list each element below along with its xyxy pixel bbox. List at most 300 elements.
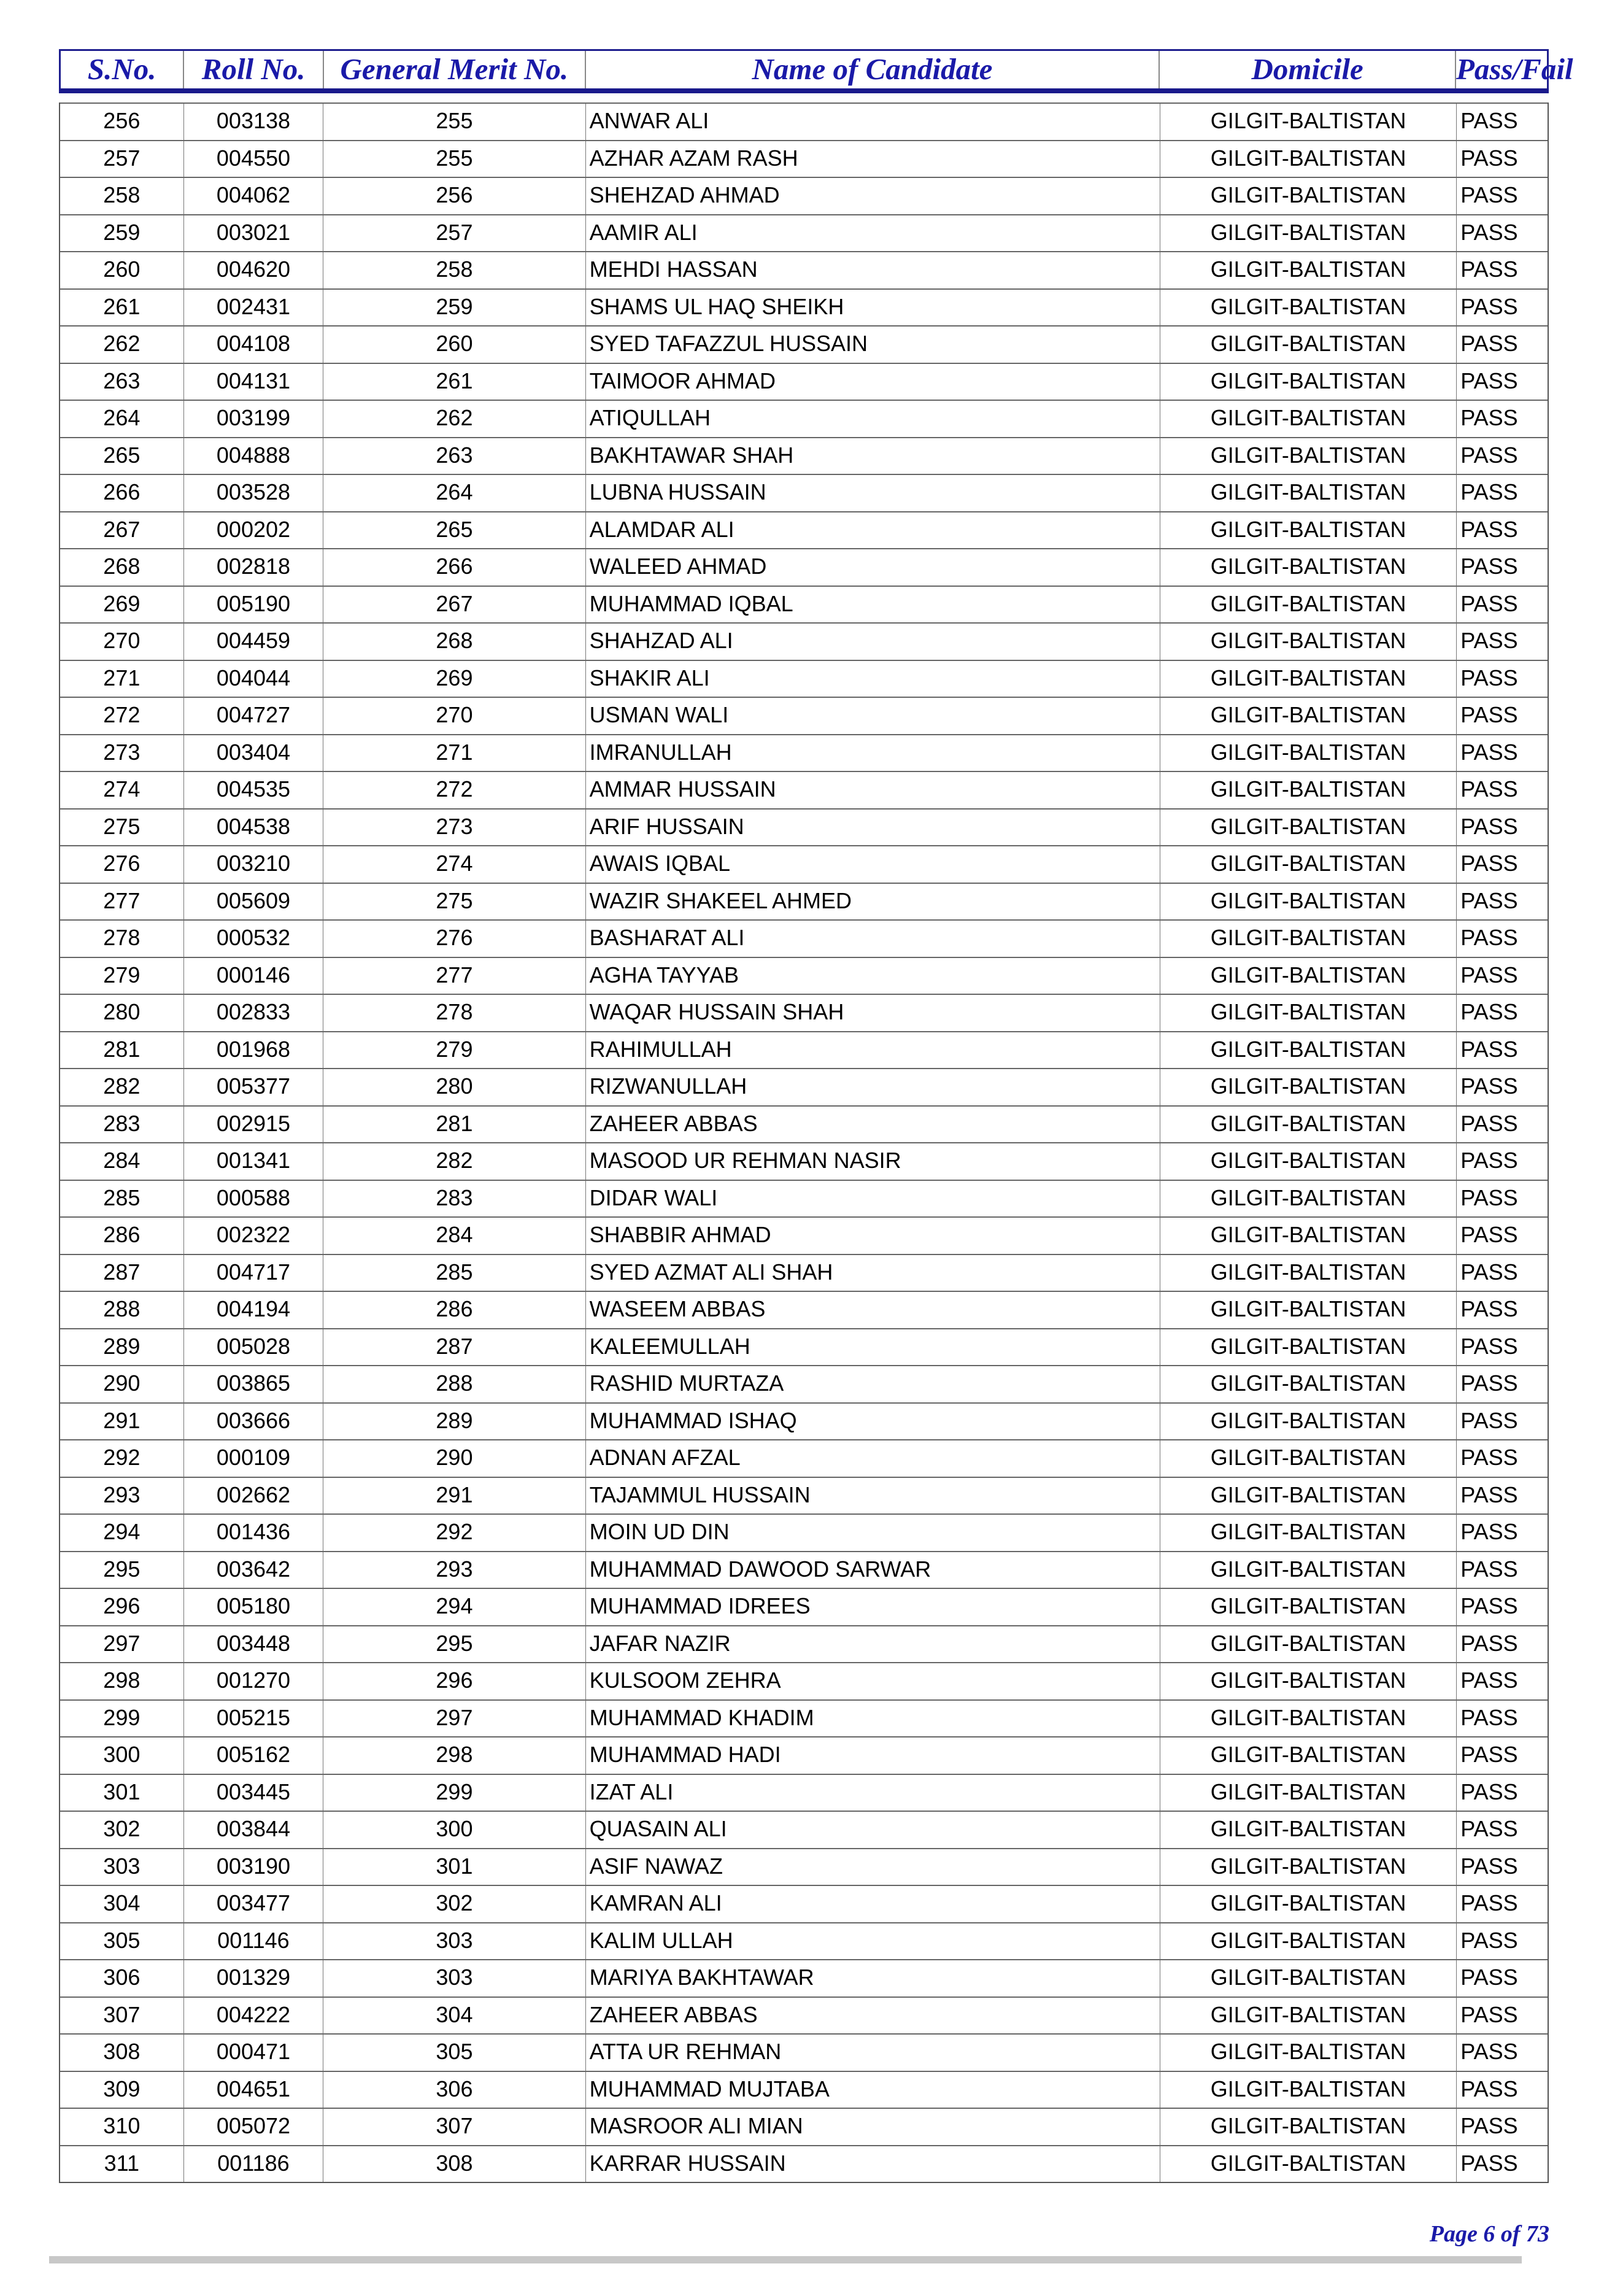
cell-merit-no: 277: [323, 958, 585, 994]
table-row: [60, 400, 1548, 437]
cell-candidate-name: WAZIR SHAKEEL AHMED: [586, 884, 1160, 920]
cell-roll-no: 001270: [184, 1663, 324, 1699]
cell-candidate-name: DIDAR WALI: [586, 1181, 1160, 1217]
cell-domicile: GILGIT-BALTISTAN: [1160, 772, 1457, 808]
cell-result: PASS: [1460, 1370, 1518, 1396]
cell-result: PASS: [1460, 1890, 1518, 1915]
cell-roll-no: 001146: [184, 1923, 324, 1960]
cell-result: PASS: [1460, 1853, 1518, 1879]
cell-sno: 257: [60, 141, 184, 177]
cell-roll-no: 005377: [184, 1069, 324, 1105]
cell-sno: 308: [60, 2035, 184, 2071]
cell-candidate-name: MEHDI HASSAN: [586, 252, 1160, 288]
cell-domicile: GILGIT-BALTISTAN: [1160, 846, 1457, 883]
cell-roll-no: 005028: [184, 1329, 324, 1366]
cell-result: PASS: [1460, 1296, 1518, 1321]
table-row: [60, 2071, 1548, 2108]
cell-result: PASS: [1460, 1259, 1518, 1285]
table-row: [60, 2145, 1548, 2182]
cell-roll-no: 003528: [184, 475, 324, 511]
cell-roll-no: 003666: [184, 1404, 324, 1440]
cell-domicile: GILGIT-BALTISTAN: [1160, 438, 1457, 474]
cell-sno: 303: [60, 1849, 184, 1885]
cell-candidate-name: IZAT ALI: [586, 1775, 1160, 1811]
table-row: [60, 363, 1548, 400]
cell-merit-no: 294: [323, 1589, 585, 1625]
cell-sno: 284: [60, 1143, 184, 1180]
cell-sno: 285: [60, 1181, 184, 1217]
cell-sno: 302: [60, 1812, 184, 1848]
cell-domicile: GILGIT-BALTISTAN: [1160, 512, 1457, 549]
cell-candidate-name: MUHAMMAD ISHAQ: [586, 1404, 1160, 1440]
cell-merit-no: 287: [323, 1329, 585, 1366]
cell-roll-no: 002431: [184, 290, 324, 326]
cell-roll-no: 003021: [184, 215, 324, 252]
cell-roll-no: 001436: [184, 1515, 324, 1551]
cell-sno: 307: [60, 1998, 184, 2034]
cell-sno: 275: [60, 810, 184, 846]
table-row: [60, 1625, 1548, 1663]
table-row: [60, 808, 1548, 846]
cell-sno: 265: [60, 438, 184, 474]
cell-result: PASS: [1460, 1704, 1518, 1730]
cell-merit-no: 265: [323, 512, 585, 549]
cell-merit-no: 290: [323, 1440, 585, 1477]
cell-roll-no: 002322: [184, 1218, 324, 1254]
cell-candidate-name: WAQAR HUSSAIN SHAH: [586, 995, 1160, 1031]
cell-domicile: GILGIT-BALTISTAN: [1160, 290, 1457, 326]
results-table: [59, 102, 1549, 2183]
table-row: [60, 845, 1548, 883]
header-merit-no: General Merit No.: [324, 51, 586, 88]
cell-roll-no: 003865: [184, 1366, 324, 1402]
cell-merit-no: 273: [323, 810, 585, 846]
cell-domicile: GILGIT-BALTISTAN: [1160, 2109, 1457, 2145]
table-row: [60, 1959, 1548, 1996]
header-divider: [59, 88, 1549, 93]
cell-result: PASS: [1460, 999, 1518, 1024]
cell-domicile: GILGIT-BALTISTAN: [1160, 661, 1457, 697]
cell-sno: 272: [60, 698, 184, 734]
table-row: [60, 771, 1548, 808]
cell-domicile: GILGIT-BALTISTAN: [1160, 1775, 1457, 1811]
cell-roll-no: 005072: [184, 2109, 324, 2145]
table-row: [60, 1105, 1548, 1143]
table-row: [60, 1291, 1548, 1328]
cell-sno: 305: [60, 1923, 184, 1960]
cell-result: PASS: [1460, 925, 1518, 950]
cell-sno: 277: [60, 884, 184, 920]
cell-result: PASS: [1460, 1556, 1518, 1582]
cell-roll-no: 004222: [184, 1998, 324, 2034]
cell-merit-no: 261: [323, 364, 585, 400]
cell-sno: 293: [60, 1478, 184, 1514]
cell-roll-no: 001329: [184, 1960, 324, 1996]
cell-merit-no: 264: [323, 475, 585, 511]
cell-sno: 268: [60, 549, 184, 586]
cell-domicile: GILGIT-BALTISTAN: [1160, 1404, 1457, 1440]
cell-result: PASS: [1460, 739, 1518, 765]
cell-domicile: GILGIT-BALTISTAN: [1160, 735, 1457, 771]
cell-merit-no: 300: [323, 1812, 585, 1848]
cell-result: PASS: [1460, 2001, 1518, 2027]
cell-sno: 262: [60, 327, 184, 363]
table-row: [60, 2033, 1548, 2071]
cell-candidate-name: SHAKIR ALI: [586, 661, 1160, 697]
table-row: [60, 1477, 1548, 1514]
cell-roll-no: 004538: [184, 810, 324, 846]
cell-domicile: GILGIT-BALTISTAN: [1160, 1998, 1457, 2034]
cell-roll-no: 003844: [184, 1812, 324, 1848]
cell-roll-no: 004194: [184, 1292, 324, 1328]
cell-roll-no: 004535: [184, 772, 324, 808]
cell-domicile: GILGIT-BALTISTAN: [1160, 810, 1457, 846]
table-row: [60, 1180, 1548, 1217]
cell-candidate-name: SHAHZAD ALI: [586, 624, 1160, 660]
cell-merit-no: 289: [323, 1404, 585, 1440]
cell-result: PASS: [1460, 2076, 1518, 2101]
cell-result: PASS: [1460, 182, 1518, 207]
table-row: [60, 1551, 1548, 1588]
cell-candidate-name: SYED AZMAT ALI SHAH: [586, 1255, 1160, 1291]
cell-domicile: GILGIT-BALTISTAN: [1160, 1960, 1457, 1996]
cell-candidate-name: ZAHEER ABBAS: [586, 1107, 1160, 1143]
cell-result: PASS: [1460, 1482, 1518, 1507]
cell-sno: 286: [60, 1218, 184, 1254]
cell-result: PASS: [1460, 1333, 1518, 1359]
table-row: [60, 1996, 1548, 2034]
cell-merit-no: 303: [323, 1960, 585, 1996]
cell-roll-no: 004108: [184, 327, 324, 363]
cell-domicile: GILGIT-BALTISTAN: [1160, 1181, 1457, 1217]
cell-domicile: GILGIT-BALTISTAN: [1160, 1329, 1457, 1366]
table-row: [60, 1588, 1548, 1625]
cell-domicile: GILGIT-BALTISTAN: [1160, 1737, 1457, 1774]
table-row: [60, 1922, 1548, 1960]
cell-candidate-name: ASIF NAWAZ: [586, 1849, 1160, 1885]
cell-merit-no: 257: [323, 215, 585, 252]
cell-roll-no: 003642: [184, 1552, 324, 1588]
cell-roll-no: 005215: [184, 1701, 324, 1737]
table-row: [60, 994, 1548, 1031]
cell-result: PASS: [1460, 1593, 1518, 1618]
cell-sno: 260: [60, 252, 184, 288]
cell-candidate-name: ANWAR ALI: [586, 104, 1160, 140]
cell-roll-no: 003210: [184, 846, 324, 883]
table-row: [60, 1328, 1548, 1366]
cell-sno: 298: [60, 1663, 184, 1699]
cell-domicile: GILGIT-BALTISTAN: [1160, 1701, 1457, 1737]
cell-roll-no: 004620: [184, 252, 324, 288]
cell-domicile: GILGIT-BALTISTAN: [1160, 884, 1457, 920]
cell-sno: 266: [60, 475, 184, 511]
table-row: [60, 1662, 1548, 1699]
table-row: [60, 325, 1548, 363]
cell-merit-no: 281: [323, 1107, 585, 1143]
cell-sno: 256: [60, 104, 184, 140]
cell-merit-no: 275: [323, 884, 585, 920]
cell-domicile: GILGIT-BALTISTAN: [1160, 549, 1457, 586]
table-row: [60, 1068, 1548, 1105]
cell-roll-no: 001186: [184, 2146, 324, 2182]
cell-domicile: GILGIT-BALTISTAN: [1160, 141, 1457, 177]
cell-result: PASS: [1460, 1445, 1518, 1470]
cell-result: PASS: [1460, 554, 1518, 579]
cell-candidate-name: ADNAN AFZAL: [586, 1440, 1160, 1477]
cell-roll-no: 003190: [184, 1849, 324, 1885]
cell-sno: 279: [60, 958, 184, 994]
cell-result: PASS: [1460, 1407, 1518, 1433]
cell-result: PASS: [1460, 145, 1518, 171]
cell-candidate-name: ALAMDAR ALI: [586, 512, 1160, 549]
cell-result: PASS: [1460, 1816, 1518, 1841]
cell-domicile: GILGIT-BALTISTAN: [1160, 327, 1457, 363]
cell-domicile: GILGIT-BALTISTAN: [1160, 698, 1457, 734]
cell-merit-no: 266: [323, 549, 585, 586]
cell-roll-no: 000588: [184, 1181, 324, 1217]
cell-sno: 280: [60, 995, 184, 1031]
cell-merit-no: 291: [323, 1478, 585, 1514]
cell-domicile: GILGIT-BALTISTAN: [1160, 1849, 1457, 1885]
cell-result: PASS: [1460, 1965, 1518, 1990]
table-row: [60, 622, 1548, 660]
footer-divider: [49, 2256, 1522, 2263]
table-row: [60, 1402, 1548, 1440]
cell-candidate-name: RIZWANULLAH: [586, 1069, 1160, 1105]
cell-candidate-name: MUHAMMAD DAWOOD SARWAR: [586, 1552, 1160, 1588]
cell-result: PASS: [1460, 479, 1518, 504]
cell-sno: 261: [60, 290, 184, 326]
cell-result: PASS: [1460, 1519, 1518, 1544]
table-row: [60, 1885, 1548, 1922]
cell-domicile: GILGIT-BALTISTAN: [1160, 1478, 1457, 1514]
cell-sno: 311: [60, 2146, 184, 2182]
cell-candidate-name: TAIMOOR AHMAD: [586, 364, 1160, 400]
cell-roll-no: 003448: [184, 1626, 324, 1663]
cell-sno: 267: [60, 512, 184, 549]
table-row: [60, 1513, 1548, 1551]
cell-candidate-name: MUHAMMAD MUJTABA: [586, 2072, 1160, 2108]
page-number: Page 6 of 73: [1429, 2221, 1549, 2247]
cell-merit-no: 295: [323, 1626, 585, 1663]
cell-merit-no: 259: [323, 290, 585, 326]
cell-candidate-name: KAMRAN ALI: [586, 1886, 1160, 1922]
cell-sno: 263: [60, 364, 184, 400]
cell-candidate-name: SHAMS UL HAQ SHEIKH: [586, 290, 1160, 326]
cell-roll-no: 000202: [184, 512, 324, 549]
cell-sno: 296: [60, 1589, 184, 1625]
cell-domicile: GILGIT-BALTISTAN: [1160, 215, 1457, 252]
table-row: [60, 140, 1548, 177]
cell-result: PASS: [1460, 2150, 1518, 2176]
cell-result: PASS: [1460, 516, 1518, 542]
table-row: [60, 697, 1548, 734]
cell-merit-no: 255: [323, 141, 585, 177]
cell-candidate-name: RAHIMULLAH: [586, 1032, 1160, 1069]
cell-candidate-name: SHABBIR AHMAD: [586, 1218, 1160, 1254]
cell-roll-no: 000532: [184, 921, 324, 957]
cell-result: PASS: [1460, 2039, 1518, 2064]
cell-merit-no: 302: [323, 1886, 585, 1922]
cell-sno: 310: [60, 2109, 184, 2145]
cell-sno: 287: [60, 1255, 184, 1291]
cell-roll-no: 003445: [184, 1775, 324, 1811]
cell-sno: 264: [60, 401, 184, 437]
cell-merit-no: 255: [323, 104, 585, 140]
table-row: [60, 548, 1548, 586]
cell-merit-no: 258: [323, 252, 585, 288]
cell-sno: 258: [60, 178, 184, 214]
cell-sno: 274: [60, 772, 184, 808]
cell-result: PASS: [1460, 1110, 1518, 1136]
cell-sno: 292: [60, 1440, 184, 1477]
cell-candidate-name: AZHAR AZAM RASH: [586, 141, 1160, 177]
cell-sno: 294: [60, 1515, 184, 1551]
cell-candidate-name: WALEED AHMAD: [586, 549, 1160, 586]
cell-candidate-name: USMAN WALI: [586, 698, 1160, 734]
table-row: [60, 1699, 1548, 1737]
table-row: [60, 102, 1548, 140]
cell-domicile: GILGIT-BALTISTAN: [1160, 1812, 1457, 1848]
cell-result: PASS: [1460, 702, 1518, 727]
cell-sno: 259: [60, 215, 184, 252]
cell-merit-no: 282: [323, 1143, 585, 1180]
cell-merit-no: 308: [323, 2146, 585, 2182]
cell-sno: 291: [60, 1404, 184, 1440]
header-sno: S.No.: [61, 51, 184, 88]
cell-domicile: GILGIT-BALTISTAN: [1160, 401, 1457, 437]
cell-domicile: GILGIT-BALTISTAN: [1160, 1292, 1457, 1328]
cell-sno: 306: [60, 1960, 184, 1996]
cell-candidate-name: ATTA UR REHMAN: [586, 2035, 1160, 2071]
cell-domicile: GILGIT-BALTISTAN: [1160, 1366, 1457, 1402]
table-row: [60, 1216, 1548, 1254]
cell-result: PASS: [1460, 1779, 1518, 1804]
cell-domicile: GILGIT-BALTISTAN: [1160, 2146, 1457, 2182]
table-row: [60, 251, 1548, 288]
cell-domicile: GILGIT-BALTISTAN: [1160, 1589, 1457, 1625]
cell-roll-no: 005609: [184, 884, 324, 920]
cell-roll-no: 004651: [184, 2072, 324, 2108]
cell-domicile: GILGIT-BALTISTAN: [1160, 1143, 1457, 1180]
cell-candidate-name: RASHID MURTAZA: [586, 1366, 1160, 1402]
cell-domicile: GILGIT-BALTISTAN: [1160, 252, 1457, 288]
cell-domicile: GILGIT-BALTISTAN: [1160, 1255, 1457, 1291]
cell-result: PASS: [1460, 1185, 1518, 1210]
cell-result: PASS: [1460, 331, 1518, 356]
cell-merit-no: 304: [323, 1998, 585, 2034]
cell-merit-no: 297: [323, 1701, 585, 1737]
cell-result: PASS: [1460, 442, 1518, 468]
cell-result: PASS: [1460, 1668, 1518, 1693]
cell-result: PASS: [1460, 257, 1518, 282]
cell-roll-no: 002662: [184, 1478, 324, 1514]
cell-sno: 297: [60, 1626, 184, 1663]
cell-roll-no: 002818: [184, 549, 324, 586]
cell-merit-no: 269: [323, 661, 585, 697]
cell-domicile: GILGIT-BALTISTAN: [1160, 995, 1457, 1031]
cell-merit-no: 306: [323, 2072, 585, 2108]
cell-result: PASS: [1460, 1148, 1518, 1173]
cell-domicile: GILGIT-BALTISTAN: [1160, 1032, 1457, 1069]
cell-result: PASS: [1460, 628, 1518, 653]
cell-candidate-name: TAJAMMUL HUSSAIN: [586, 1478, 1160, 1514]
cell-sno: 309: [60, 2072, 184, 2108]
cell-merit-no: 293: [323, 1552, 585, 1588]
cell-sno: 300: [60, 1737, 184, 1774]
cell-merit-no: 292: [323, 1515, 585, 1551]
cell-domicile: GILGIT-BALTISTAN: [1160, 1515, 1457, 1551]
table-row: [60, 1439, 1548, 1477]
cell-roll-no: 004044: [184, 661, 324, 697]
table-row: [60, 883, 1548, 920]
cell-candidate-name: ARIF HUSSAIN: [586, 810, 1160, 846]
cell-result: PASS: [1460, 405, 1518, 430]
cell-result: PASS: [1460, 1073, 1518, 1099]
cell-roll-no: 003404: [184, 735, 324, 771]
cell-result: PASS: [1460, 1927, 1518, 1953]
cell-result: PASS: [1460, 776, 1518, 802]
table-row: [60, 919, 1548, 957]
cell-roll-no: 004717: [184, 1255, 324, 1291]
cell-candidate-name: IMRANULLAH: [586, 735, 1160, 771]
cell-sno: 304: [60, 1886, 184, 1922]
cell-merit-no: 262: [323, 401, 585, 437]
cell-domicile: GILGIT-BALTISTAN: [1160, 587, 1457, 623]
cell-merit-no: 286: [323, 1292, 585, 1328]
cell-roll-no: 004459: [184, 624, 324, 660]
cell-merit-no: 305: [323, 2035, 585, 2071]
cell-roll-no: 001968: [184, 1032, 324, 1069]
cell-merit-no: 283: [323, 1181, 585, 1217]
cell-merit-no: 267: [323, 587, 585, 623]
cell-result: PASS: [1460, 1630, 1518, 1656]
cell-merit-no: 284: [323, 1218, 585, 1254]
cell-roll-no: 005190: [184, 587, 324, 623]
cell-candidate-name: MASROOR ALI MIAN: [586, 2109, 1160, 2145]
cell-sno: 270: [60, 624, 184, 660]
cell-sno: 271: [60, 661, 184, 697]
cell-merit-no: 301: [323, 1849, 585, 1885]
table-row: [60, 474, 1548, 511]
header-domicile: Domicile: [1160, 51, 1456, 88]
cell-result: PASS: [1460, 368, 1518, 393]
cell-candidate-name: WASEEM ABBAS: [586, 1292, 1160, 1328]
cell-result: PASS: [1460, 851, 1518, 876]
cell-candidate-name: BAKHTAWAR SHAH: [586, 438, 1160, 474]
cell-candidate-name: MUHAMMAD IDREES: [586, 1589, 1160, 1625]
cell-candidate-name: KALIM ULLAH: [586, 1923, 1160, 1960]
cell-roll-no: 003199: [184, 401, 324, 437]
cell-domicile: GILGIT-BALTISTAN: [1160, 624, 1457, 660]
cell-candidate-name: ATIQULLAH: [586, 401, 1160, 437]
cell-roll-no: 005162: [184, 1737, 324, 1774]
table-row: [60, 1365, 1548, 1402]
table-row: [60, 1811, 1548, 1848]
cell-result: PASS: [1460, 1222, 1518, 1247]
cell-roll-no: 001341: [184, 1143, 324, 1180]
cell-result: PASS: [1460, 665, 1518, 690]
cell-merit-no: 256: [323, 178, 585, 214]
table-row: [60, 1142, 1548, 1180]
cell-domicile: GILGIT-BALTISTAN: [1160, 2072, 1457, 2108]
cell-merit-no: 260: [323, 327, 585, 363]
cell-merit-no: 274: [323, 846, 585, 883]
cell-sno: 299: [60, 1701, 184, 1737]
cell-sno: 281: [60, 1032, 184, 1069]
cell-sno: 301: [60, 1775, 184, 1811]
cell-roll-no: 004727: [184, 698, 324, 734]
